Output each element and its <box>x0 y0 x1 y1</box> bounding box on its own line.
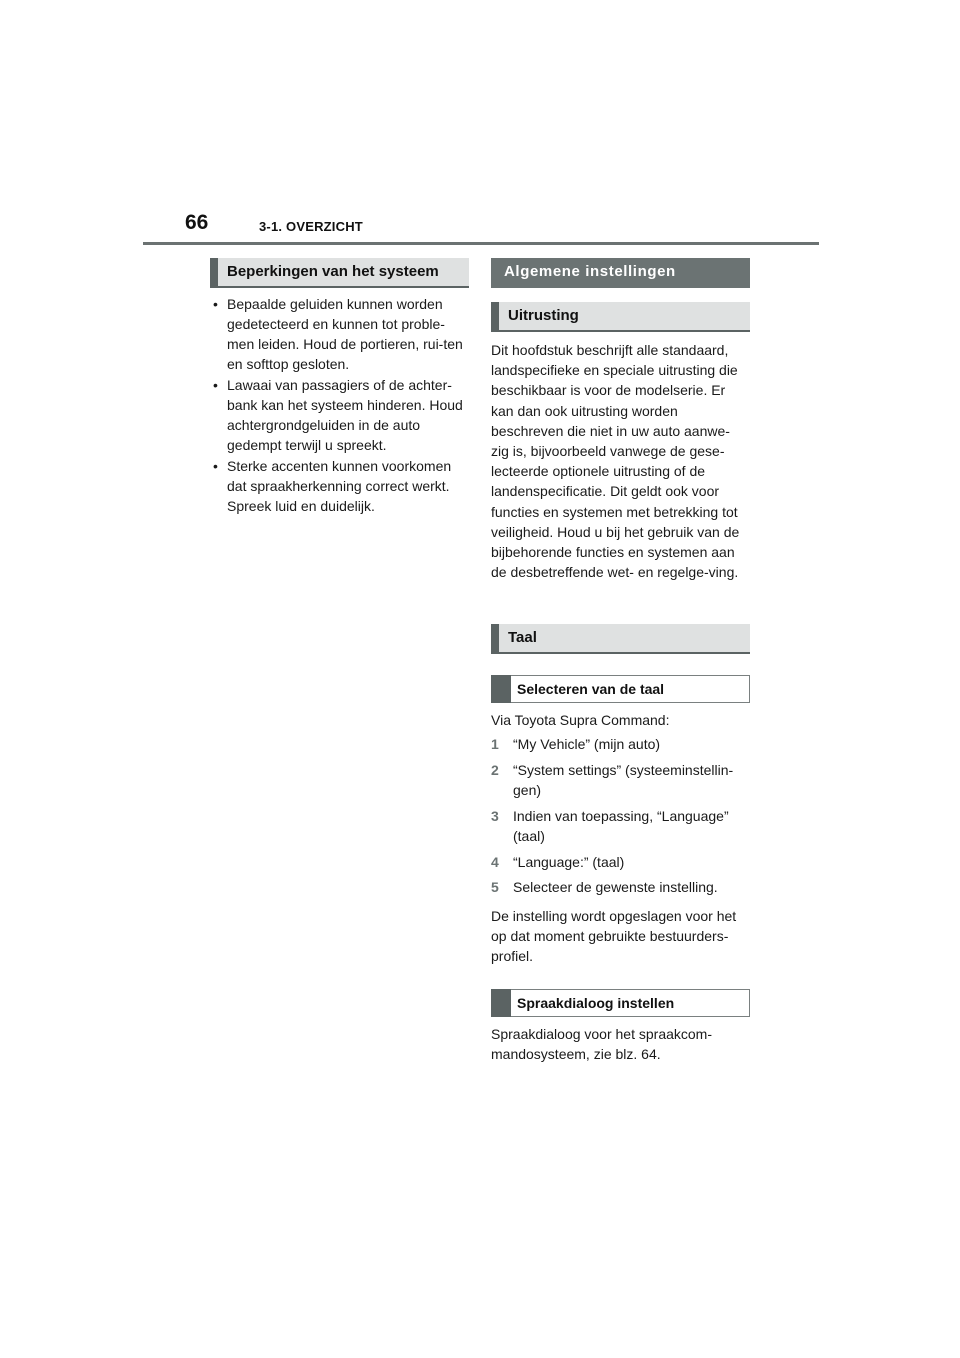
limitations-list <box>210 294 465 517</box>
voice-dialog-text: Spraakdialoog voor het spraakcom-mandosysteem, zie blz. 64. <box>491 1026 713 1063</box>
select-language-heading: Selecteren van de taal <box>491 675 750 703</box>
list-item: • Bepaalde geluiden kunnen worden gedetecteerd en kunnen tot proble-men leiden. Houd de portieren, rui-ten en softtop gesloten. <box>210 294 465 374</box>
list-item <box>491 734 747 755</box>
step-text: Selecteer de gewenste instelling. <box>513 879 718 895</box>
equipment-text: Dit hoofdstuk beschrijft alle standaard, landspecifieke en speciale uitrusting die beschikbaar is voor de modelserie. Er kan dan ook uitrusting worden beschreven die niet in uw auto aanwe-zig is, bijvoorbeeld vanwege de gese-lecteerde optionele uitrusting of de landenspecificatie. Dit geldt ook voor functies en systemen met betrekking tot veiligheid. Houd u bij het gebruik van de bijbehorende functies en systemen aan de desbetreffende wet- en regelge-ving. <box>491 342 740 581</box>
list-item <box>491 806 747 847</box>
step-number: 3 <box>491 807 499 824</box>
step-number: 1 <box>491 736 499 752</box>
step-text: Indien van toepassing, “Language” (taal) <box>513 807 729 844</box>
header-rule <box>143 242 819 245</box>
step-number: 2 <box>491 761 499 778</box>
language-heading: Taal <box>491 624 750 654</box>
list-item <box>491 760 747 801</box>
saved-text: De instelling wordt opgeslagen voor het op dat moment gebruikte bestuurders-profiel. <box>491 908 737 965</box>
steps-list <box>491 734 747 903</box>
equipment-heading: Uitrusting <box>491 302 750 332</box>
step-number: 4 <box>491 853 499 870</box>
step-text: “System settings” (systeeminstellin-gen) <box>513 761 734 798</box>
step-text: “Language:” (taal) <box>513 853 625 870</box>
page-number: 66 <box>185 211 209 234</box>
section-label: 3-1. OVERZICHT <box>259 219 363 234</box>
step-number: 5 <box>491 879 499 895</box>
step-text: “My Vehicle” (mijn auto) <box>513 736 661 752</box>
voice-dialog-heading: Spraakdialoog instellen <box>491 989 750 1017</box>
list-item <box>491 877 747 898</box>
list-item: • Sterke accenten kunnen voorkomen dat spraakherkenning correct werkt. Spreek luid en duidelijk. <box>210 456 465 516</box>
limitations-heading: Beperkingen van het systeem <box>210 258 469 288</box>
list-item <box>491 852 747 873</box>
general-settings-heading: Algemene instellingen <box>491 258 750 288</box>
via-text: Via Toyota Supra Command: <box>491 712 670 728</box>
list-item: • Lawaai van passagiers of de achter-bank kan het systeem hinderen. Houd achtergrondgeluiden in de auto gedempt terwijl u spreekt. <box>210 375 465 455</box>
